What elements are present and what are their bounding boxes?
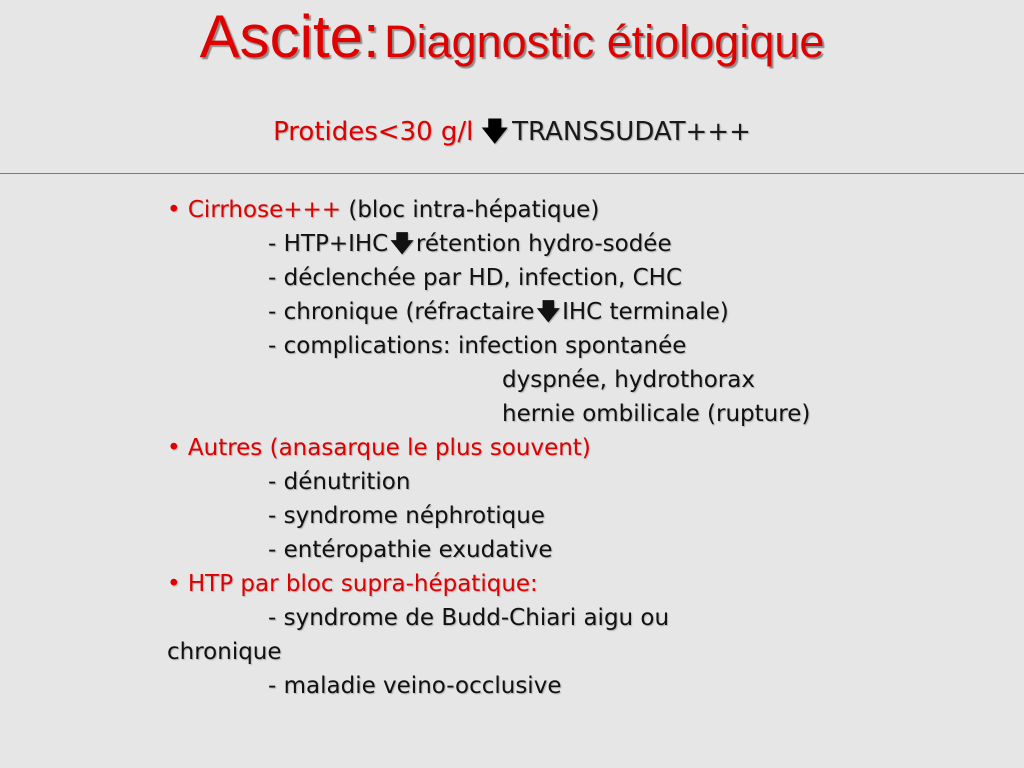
retention-text: rétention hydro-sodée [415,231,672,257]
dyspnee-text: dyspnée, hydrothorax [502,367,755,393]
list-item [167,193,1007,227]
bullet-autres: • Autres (anasarque le plus souvent) [167,435,591,461]
arrow-down-icon: 🡇 [481,117,509,147]
list-item [167,363,1007,397]
hernie-text: hernie ombilicale (rupture) [502,401,811,427]
list-item [167,431,1007,465]
budd-chiari-text: - syndrome de Budd-Chiari aigu ou [268,605,670,631]
arrow-down-icon: 🡇 [536,299,561,325]
list-item [167,601,1007,635]
complications-text: - complications: infection spontanée [268,333,687,359]
ihc-terminale-text: IHC terminale) [562,299,729,325]
slide-title [0,2,1024,71]
chronique-text: - chronique (réfractaire [268,299,535,325]
veino-occlusive-text: - maladie veino-occlusive [268,673,562,699]
bullet-cirrhose: • Cirrhose+++ [167,197,342,223]
slide-subtitle [0,113,1024,157]
arrow-down-icon: 🡇 [390,231,414,257]
list-item [167,635,1007,669]
bullet-htp: • HTP par bloc supra-hépatique: [167,571,538,597]
list-item [167,465,1007,499]
list-item [167,261,1007,295]
list-item [167,397,1007,431]
list-item [167,295,1007,329]
declenchee-text: - déclenchée par HD, infection, CHC [268,265,682,291]
list-item [167,499,1007,533]
title-sub: Diagnostic étiologique [384,16,825,67]
list-item [167,533,1007,567]
subtitle-protides: Protides<30 g/l [273,117,474,147]
list-item [167,329,1007,363]
list-item [167,669,1007,703]
slide-body [167,193,1007,703]
subtitle-transsudat: TRANSSUDAT+++ [512,117,751,147]
chronique-wrap-text: chronique [167,639,282,665]
denutrition-text: - dénutrition [268,469,411,495]
title-divider [0,173,1024,174]
cirrhose-note: (bloc intra-hépatique) [348,197,600,223]
list-item [167,567,1007,601]
htp-ihc-text: - HTP+IHC [268,231,389,257]
nephrotique-text: - syndrome néphrotique [268,503,545,529]
enteropathie-text: - entéropathie exudative [268,537,553,563]
list-item [167,227,1007,261]
title-main: Ascite: [199,3,380,70]
